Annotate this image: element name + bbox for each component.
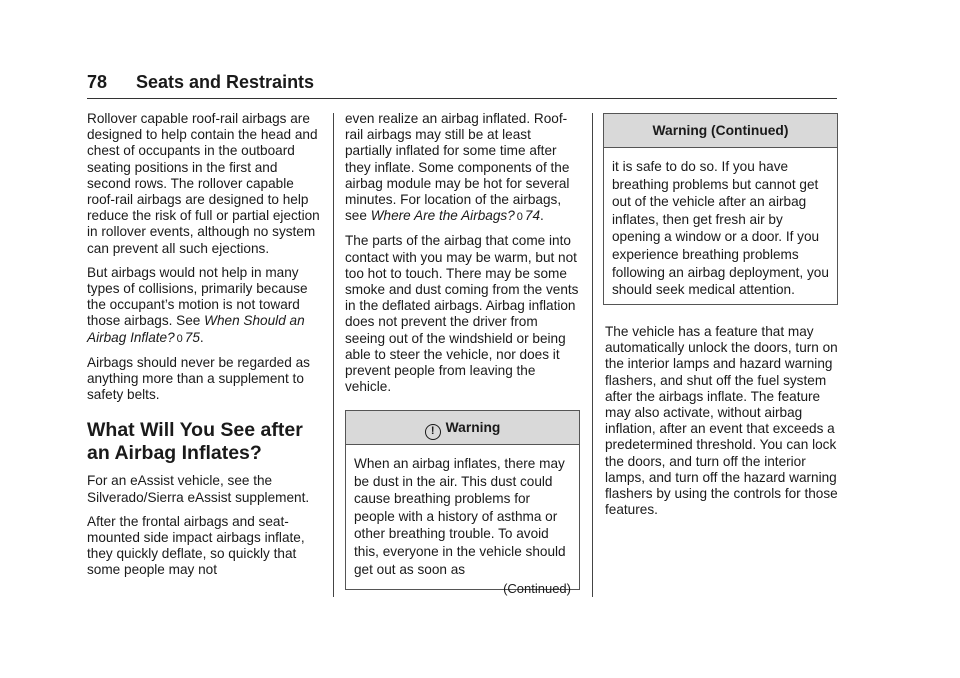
warning-box bbox=[345, 410, 580, 597]
column-divider-1 bbox=[333, 113, 334, 597]
cross-reference-link[interactable]: When Should an Airbag Inflate? bbox=[87, 313, 305, 345]
column-3 bbox=[605, 324, 841, 518]
paragraph: even realize an airbag inflated. Roof-rail airbags may still be at least partially inflated for some time after they inflate. Some components of the airbag module may be hot for several minutes. For location of the airbags, see Where Are the Airbags? 0 74. bbox=[345, 111, 570, 224]
warning-icon: ! bbox=[425, 424, 441, 440]
page-number: 78 bbox=[87, 72, 108, 92]
continued-label: (Continued) bbox=[503, 581, 571, 597]
warning-continued-header bbox=[604, 114, 837, 148]
warning-continued-title: Warning (Continued) bbox=[652, 123, 789, 138]
warning-body bbox=[346, 445, 579, 606]
paragraph: After the frontal airbags and seat-mounted side impact airbags inflate, they quickly deflate, so quickly that some people may not bbox=[87, 513, 305, 578]
section-title: Seats and Restraints bbox=[136, 72, 315, 92]
cross-reference-link[interactable]: Where Are the Airbags? bbox=[370, 208, 515, 224]
paragraph: But airbags would not help in many types of collisions, primarily because the occupant’s motion is not toward those airbags. See When Should an Airbag Inflate? 0 75. bbox=[87, 264, 308, 345]
paragraph: The parts of the airbag that come into contact with you may be warm, but not too hot to touch. There may be some smoke and dust coming from the vents in the deflated airbags. Airbag inflation does not prevent the driver from seeing out of the windshield or being able to steer the vehicle, nor does it prevent people from leaving the vehicle. bbox=[345, 233, 579, 395]
page-ref-icon: 0 bbox=[176, 332, 183, 345]
warning-text: it is safe to do so. If you have breathing problems but cannot get out of the vehicle after an airbag inflates, then get fresh air by opening a window or a door. If you experience breathing problems following an airbag deployment, you should seek medical attention. bbox=[612, 159, 829, 298]
warning-text: When an airbag inflates, there may be dust in the air. This dust could cause breathing problems for people with a history of asthma or other breathing trouble. To avoid this, everyone in the vehicle should get out as soon as bbox=[354, 456, 566, 577]
paragraph: Airbags should never be regarded as anything more than a supplement to safety belts. bbox=[87, 354, 310, 403]
section-heading: What Will You See after an Airbag Inflates? bbox=[87, 419, 303, 465]
column-1 bbox=[87, 111, 323, 579]
page-ref-number[interactable]: 75 bbox=[184, 329, 200, 345]
column-divider-2 bbox=[592, 113, 593, 597]
paragraph: For an eAssist vehicle, see the Silverado/Sierra eAssist supplement. bbox=[87, 473, 310, 505]
warning-header bbox=[346, 411, 579, 445]
warning-continued-body bbox=[604, 148, 837, 307]
paragraph: The vehicle has a feature that may automatically unlock the doors, turn on the interior lamps and hazard warning flashers, and shut off the fuel system after the airbags inflate. The feature may also activate, without airbag inflation, after an event that exceeds a predetermined threshold. You can lock the doors, and turn off the interior lamps, and turn off the hazard warning flashers by using the controls for those features. bbox=[605, 324, 838, 518]
paragraph: Rollover capable roof-rail airbags are designed to help contain the head and chest of occupants in the outboard seating positions in the first and second rows. The rollover capable roof-rail airbags are designed to help reduce the risk of full or partial ejection in rollover events, although no system can prevent all such ejections. bbox=[87, 111, 320, 256]
warning-title: Warning bbox=[445, 420, 501, 435]
page-ref-icon: 0 bbox=[516, 211, 523, 224]
warning-continued-box bbox=[603, 113, 838, 305]
page-ref-number[interactable]: 74 bbox=[524, 208, 541, 224]
header-rule bbox=[87, 98, 837, 99]
column-2 bbox=[345, 111, 581, 403]
